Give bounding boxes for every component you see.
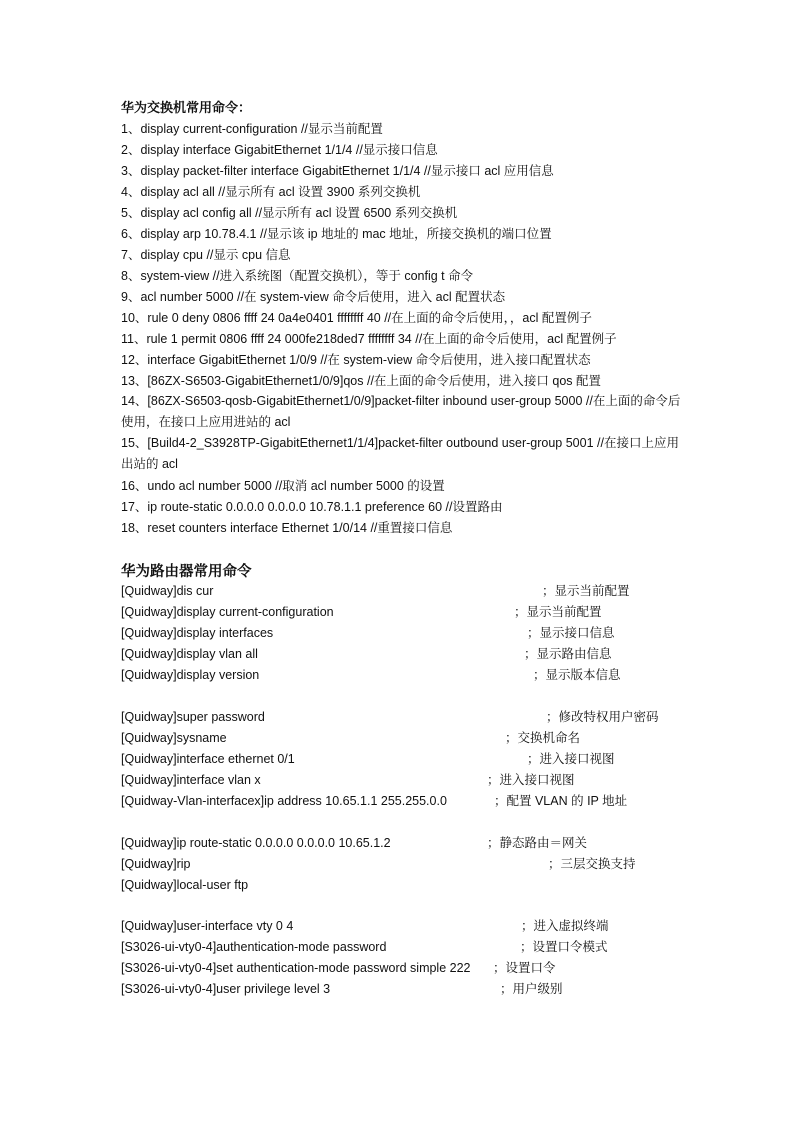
router-comment: ；静态路由＝网关 bbox=[487, 836, 588, 850]
router-comment: ；设置口令 bbox=[493, 961, 556, 975]
router-comment: ；三层交换支持 bbox=[548, 857, 636, 871]
router-comment: ；进入接口视图 bbox=[487, 773, 575, 787]
switch-command-18: 18、reset counters interface Ethernet 1/0/14 //重置接口信息 bbox=[121, 521, 453, 535]
router-command: [Quidway-Vlan-interfacex]ip address 10.65.1.1 255.255.0.0 bbox=[121, 794, 447, 808]
router-command: [Quidway]interface vlan x bbox=[121, 773, 261, 787]
switch-command-17: 17、ip route-static 0.0.0.0 0.0.0.0 10.78.1.1 preference 60 //设置路由 bbox=[121, 500, 503, 514]
switch-command-3: 3、display packet-filter interface GigabitEthernet 1/1/4 //显示接口 acl 应用信息 bbox=[121, 164, 554, 178]
router-comment: ；修改特权用户密码 bbox=[546, 710, 659, 724]
router-section-title: 华为路由器常用命令 bbox=[121, 564, 252, 580]
router-comment: ；进入接口视图 bbox=[527, 752, 615, 766]
router-command: [Quidway]dis cur bbox=[121, 584, 214, 598]
router-command: [Quidway]local-user ftp bbox=[121, 878, 249, 892]
router-comment: ；交换机命名 bbox=[505, 731, 581, 745]
router-command: [Quidway]interface ethernet 0/1 bbox=[121, 752, 295, 766]
router-command: [S3026-ui-vty0-4]set authentication-mode password simple 222 bbox=[121, 961, 471, 975]
router-command: [Quidway]super password bbox=[121, 710, 265, 724]
router-command: [S3026-ui-vty0-4]user privilege level 3 bbox=[121, 982, 331, 996]
router-command: [Quidway]display vlan all bbox=[121, 647, 258, 661]
switch-command-6: 6、display arp 10.78.4.1 //显示该 ip 地址的 mac 地址，所接交换机的端口位置 bbox=[121, 227, 552, 241]
router-command: [Quidway]user-interface vty 0 4 bbox=[121, 919, 294, 933]
switch-command-5: 5、display acl config all //显示所有 acl 设置 6500 系列交换机 bbox=[121, 206, 458, 220]
router-comment: ；设置口令模式 bbox=[520, 940, 608, 954]
switch-command-7: 7、display cpu //显示 cpu 信息 bbox=[121, 248, 291, 262]
switch-command-8: 8、system-view //进入系统图（配置交换机），等于 config t 命令 bbox=[121, 269, 474, 283]
switch-command-16: 16、undo acl number 5000 //取消 acl number 5000 的设置 bbox=[121, 479, 445, 493]
router-comment: ；配置 VLAN 的 IP 地址 bbox=[494, 794, 628, 808]
router-comment: ；显示当前配置 bbox=[542, 584, 630, 598]
router-command: [Quidway]display interfaces bbox=[121, 626, 274, 640]
switch-command-1: 1、display current-configuration //显示当前配置 bbox=[121, 122, 383, 136]
router-comment: ；显示当前配置 bbox=[514, 605, 602, 619]
router-command: [Quidway]sysname bbox=[121, 731, 227, 745]
switch-command-13: 13、[86ZX-S6503-GigabitEthernet1/0/9]qos //在上面的命令后使用，进入接口 qos 配置 bbox=[121, 374, 602, 388]
router-command: [Quidway]display version bbox=[121, 668, 260, 682]
router-command: [S3026-ui-vty0-4]authentication-mode password bbox=[121, 940, 387, 954]
switch-command-12: 12、interface GigabitEthernet 1/0/9 //在 system-view 命令后使用，进入接口配置状态 bbox=[121, 353, 591, 367]
router-command: [Quidway]ip route-static 0.0.0.0 0.0.0.0 10.65.1.2 bbox=[121, 836, 391, 850]
router-command: [Quidway]display current-configuration bbox=[121, 605, 334, 619]
router-comment: ；进入虚拟终端 bbox=[521, 919, 609, 933]
router-comment: ；用户级别 bbox=[500, 982, 563, 996]
switch-command-15: 15、[Build4-2_S3928TP-GigabitEthernet1/1/4]packet-filter outbound user-group 5001 //在接口上应用出站的 acl bbox=[121, 436, 679, 471]
switch-command-4: 4、display acl all //显示所有 acl 设置 3900 系列交换机 bbox=[121, 185, 421, 199]
router-comment: ；显示接口信息 bbox=[527, 626, 615, 640]
switch-command-9: 9、acl number 5000 //在 system-view 命令后使用，进入 acl 配置状态 bbox=[121, 290, 506, 304]
switch-command-10: 10、rule 0 deny 0806 ffff 24 0a4e0401 ffffffff 40 //在上面的命令后使用，，acl 配置例子 bbox=[121, 311, 592, 325]
switch-section-title: 华为交换机常用命令： bbox=[121, 100, 252, 115]
router-comment: ；显示版本信息 bbox=[533, 668, 621, 682]
router-command: [Quidway]rip bbox=[121, 857, 191, 871]
switch-command-2: 2、display interface GigabitEthernet 1/1/4 //显示接口信息 bbox=[121, 143, 438, 157]
router-comment: ；显示路由信息 bbox=[524, 647, 612, 661]
switch-command-11: 11、rule 1 permit 0806 ffff 24 000fe218ded7 ffffffff 34 //在上面的命令后使用，acl 配置例子 bbox=[121, 332, 617, 346]
switch-command-14: 14、[86ZX-S6503-qosb-GigabitEthernet1/0/9]packet-filter inbound user-group 5000 //在上面的命令后使用，在接口上应用进站的 acl bbox=[121, 394, 681, 429]
